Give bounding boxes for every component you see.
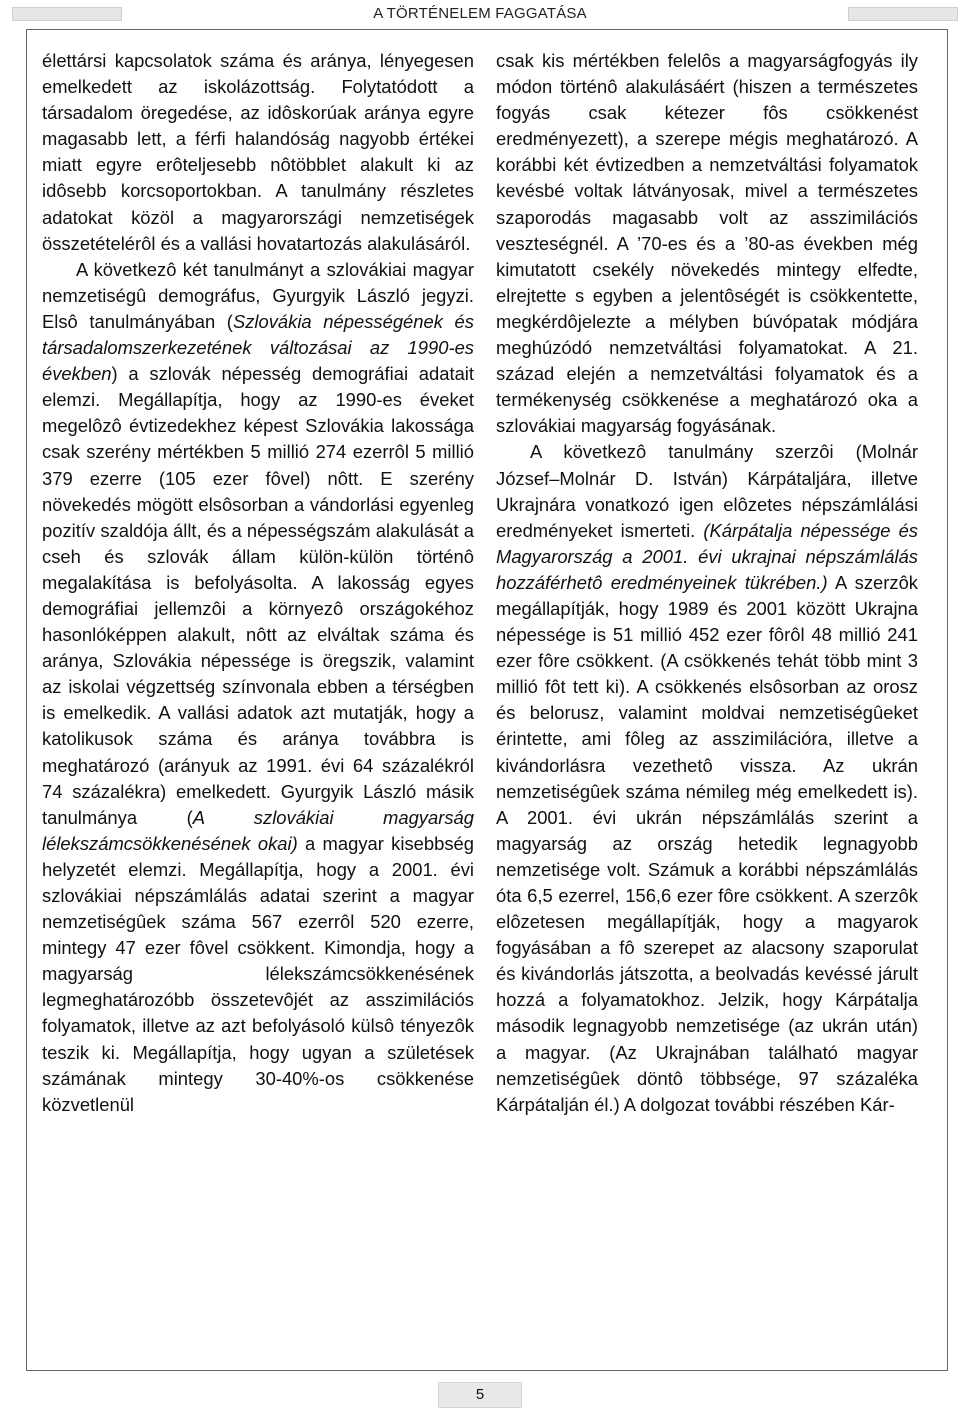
right-column <box>496 48 918 1118</box>
left-paragraph-2-text-a: A következô két tanulmányt a szlovákiai magyar nemzetiségû demográfus, Gyurgyik László jegyzi. Elsô tanulmányában ( <box>42 258 474 332</box>
left-paragraph-2 <box>42 257 474 1118</box>
left-paragraph-2-study-title-1: Szlovákia népességének és társadalomszerkezetének változásai az 1990-es években <box>42 310 474 385</box>
page-number: 5 <box>438 1382 522 1408</box>
left-paragraph-2-study-title-2: A szlovákiai magyarság lélekszámcsökkenésének okai) <box>42 806 475 854</box>
right-paragraph-1: csak kis mértékben felelôs a magyarságfogyás ily módon történô alakulásáért (hiszen a természetes fogyás csak kétezer fôs csökkenést eredményezett), a szerepe mégis meghatározó. A korábbi két évtizedben a nemzetváltási folyamatok kevésbé voltak látványosak, mivel a természetes szaporodás magasabb volt az asszimilációs veszteségnél. A ’70-es és a ’80-as években még kimutatott csekély növekedés mintegy elfedte, elrejtette s egyben a jelentôségét is csökkentette, megkérdôjelezte a mélyben búvópatak módjára meghúzódó nemzetváltási folyamatokat. A 21. század elején a nemzetváltási folyamatok és a termékenység csökkenése a meghatározó oka a szlovákiai magyarság fogyásának. <box>496 50 918 437</box>
left-column <box>42 48 474 1118</box>
left-paragraph-2-text-b: ) a szlovák népesség demográfiai adatait elemzi. Megállapítja, hogy az 1990-es éveket megelôzô évtizedekhez képest Szlovákia lakossága csak szerény mértékben 5 millió 274 ezerrôl 5 millió 379 ezerre (105 ezer fôvel) nôtt. E szerény növekedés mögött elsôsorban a vándorlási egyenleg pozitív szaldója állt, és a népességszám alakulását a cseh és szlovák állam külön-külön történô megalakítása is befolyásolta. A lakosság egyes demográfiai jellemzôi a környezô országokéhoz hasonlóképpen alakult, nôtt az elváltak száma és aránya, Szlovákia népessége is öregszik, valamint az iskolai végzettség színvonala ebben a térségben is emelkedik. A vallási adatok azt mutatják, hogy a katolikusok száma és aránya továbbra is meghatározó (arányuk az 1991. évi 64 százalékról 74 százalékra) emelkedett. Gyurgyik László másik tanulmánya ( <box>42 363 474 828</box>
left-paragraph-2-text-c: a magyar kisebbség helyzetét elemzi. Megállapítja, hogy a 2001. évi szlovákiai népszámlálás adatai szerint a magyar nemzetiségûek száma 567 ezerrôl 520 ezerre, mintegy 47 ezer fôvel csökkent. Kimondja, hogy a magyarság lélekszámcsökkenésének legmeghatározóbb összetevôjét az asszimilációs folyamatok, illetve az azt befolyásoló külsô tényezôk teszik ki. Megállapítja, hogy ugyan a születések számának mintegy 30-40%-os csökkenése közvetlenül <box>42 832 474 1115</box>
header-decoration-left <box>12 7 122 21</box>
left-paragraph-1: élettársi kapcsolatok száma és aránya, lényegesen emelkedett az iskolázottság. Folytatódott a társadalom öregedése, az idôskorúak aránya egyre magasabb lett, a férfi halandóság nagyobb értékei miatt egyre erôteljesebb nôtöbblet alakult ki az idôsebb korcsoportokban. A tanulmány részletes adatokat közöl a magyarországi nemzetiségek összetételérôl és a vallási hovatartozás alakulásáról. <box>42 50 474 254</box>
header-decoration-right <box>848 7 958 21</box>
right-paragraph-2 <box>496 439 918 1117</box>
right-paragraph-2-text-b: A szerzôk megállapítják, hogy 1989 és 2001 között Ukrajna népessége is 51 millió 452 ezer fôrôl 48 millió 241 ezer fôre csökkent. (A csökkenés tehát több mint 3 millió fôt tett ki). A csökkenés elsôsorban az orosz és belorusz, valamint moldvai nemzetiségûeket érintette, ami fôleg az asszimilációra, illetve a kivándorlásra vezethetô vissza. Az ukrán nemzetiségûek száma némileg még emelkedett is). A 2001. évi ukrán népszámlálás szerint a magyarság az ország hetedik legnagyobb nemzetisége volt. Számuk a korábbi népszámlálás óta 6,5 ezerrel, 156,6 ezer fôre csökkent. A szerzôk elôzetesen megállapítják, hogy a magyarok fogyásában a fô szerepet az alacsony szaporulat és kivándorlás játszotta, a beolvadás kevéssé járult hozzá a folyamatokhoz. Jelzik, hogy Kárpátalja második legnagyobb nemzetisége (az ukrán után) a magyar. (Az Ukrajnában található magyar nemzetiségûek döntô többsége, 97 százaléka Kárpátalján él.) A dolgozat további részében Kár- <box>496 571 918 1115</box>
right-paragraph-2-text-a: A következô tanulmány szerzôi (Molnár József–Molnár D. István) Kárpátaljára, illetve Ukrajnára vonatkozó igen elôzetes népszámlálási eredményeket ismerteti. <box>496 441 918 541</box>
right-paragraph-2-study-title: (Kárpátalja népessége és Magyarország a 2001. évi ukrajnai népszámlálás hozzáférhetô eredményeinek tükrében.) <box>496 519 918 593</box>
running-header: A TÖRTÉNELEM FAGGATÁSA <box>373 5 587 22</box>
